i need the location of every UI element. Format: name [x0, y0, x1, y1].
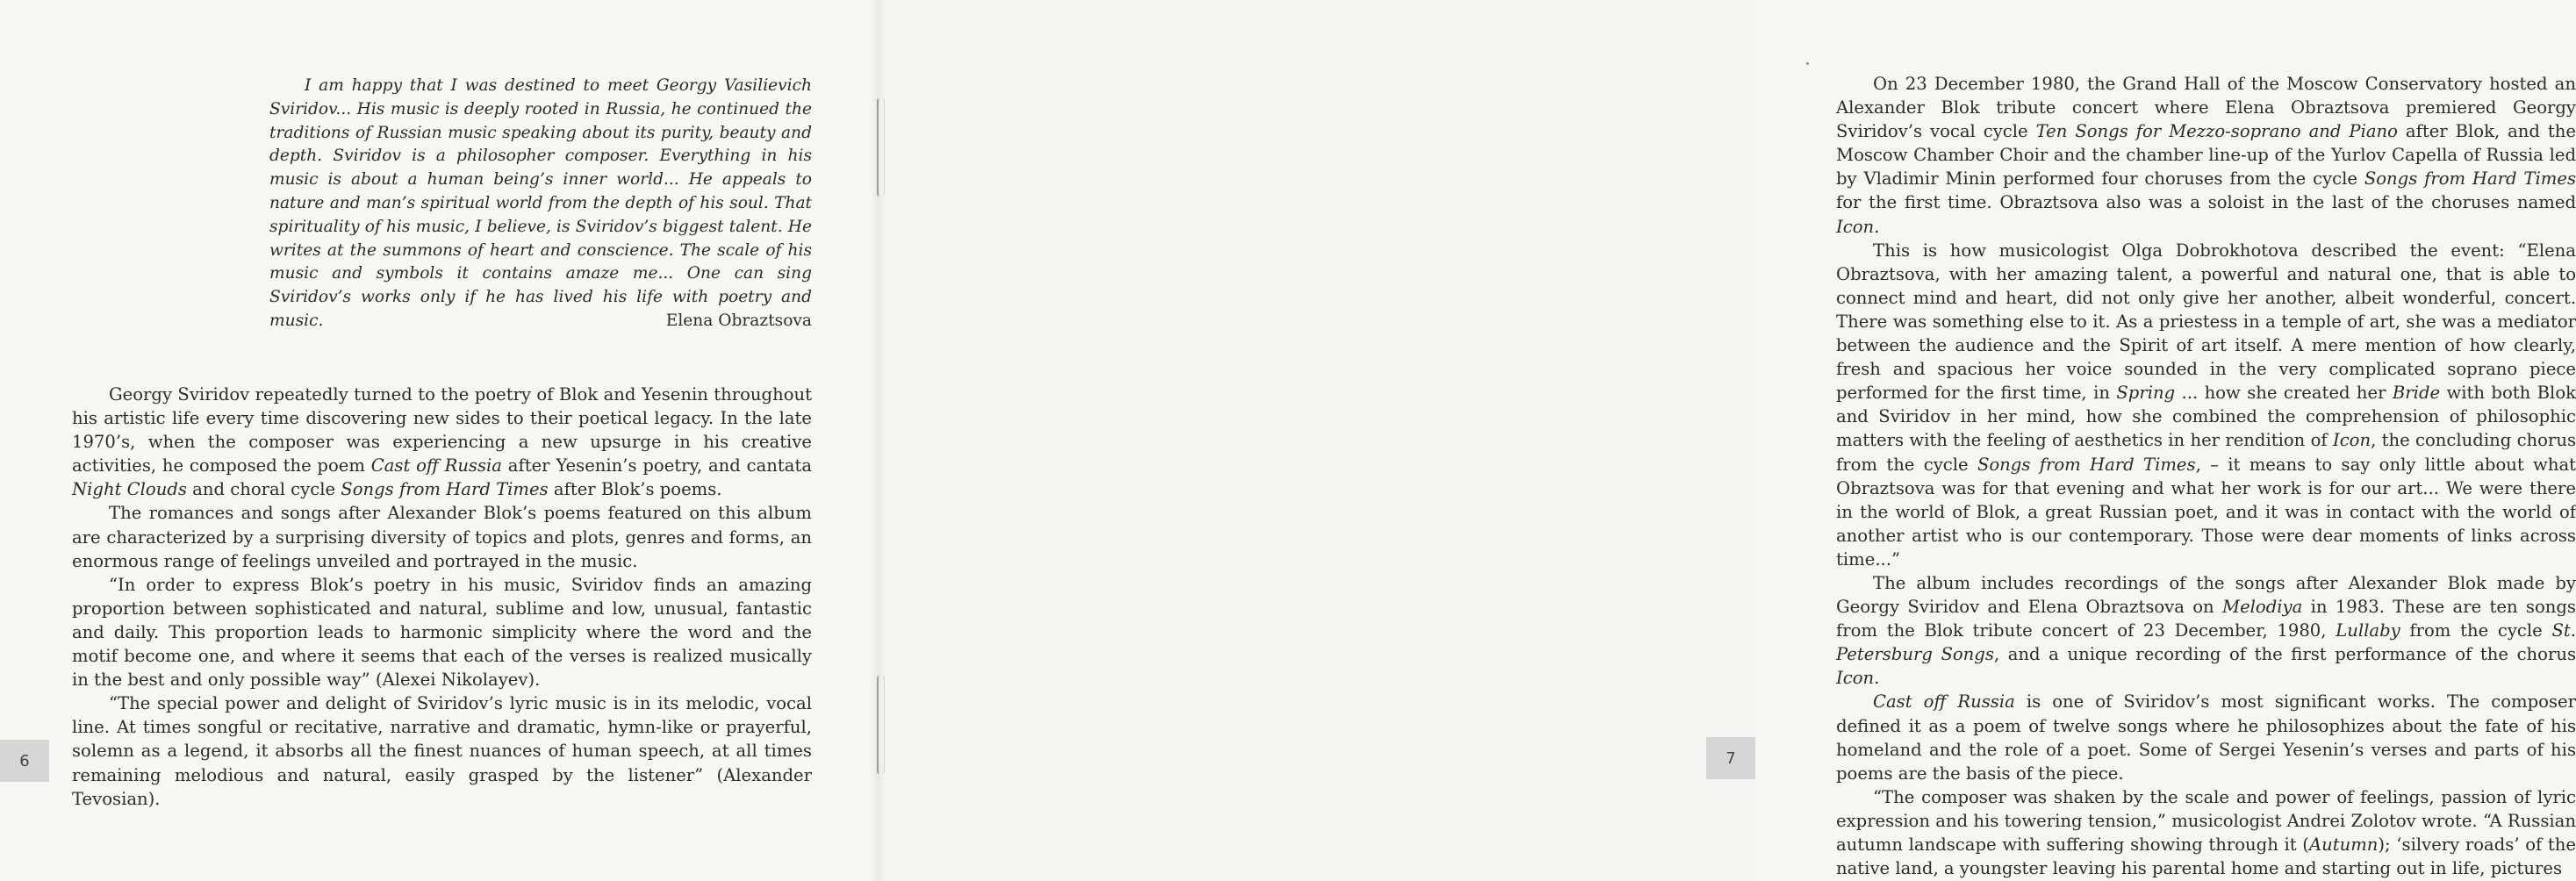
paragraph: This is how musicologist Olga Dobrokhotova described the event: “Elena Obraztsova, with her amazing talent, a powerful and natural one, that is able to connect mind and heart, did not only give her another, albeit wonderful, concert. There was something else to it. As a priestess in a temple of art, she was a mediator between the audience and the Spirit of art itself. A mere mention of how clearly, fresh and spacious her voice sounded in the very complicated soprano piece performed for the first time, in Spring ... how she created her Bride with both Blok and Sviridov in her mind, how she combined the comprehension of philosophic matters with the feeling of aesthetics in her rendition of Icon, the concluding chorus from the cycle Songs from Hard Times, – it means to say only little about what Obraztsova was for that evening and what her work is for our art... We were there in the world of Blok, a great Russian poet, and it was in contact with the world of another artist who is our contemporary. Those were dear moments of links across time...”: [1836, 240, 2576, 569]
paragraph: Cast off Russia is one of Sviridov’s most significant works. The composer defined it as a poem of twelve songs where he philosophizes about the fate of his homeland and the role of a poet. Some of Sergei Yesenin’s verses and parts of his poems are the basis of the piece.: [1836, 691, 2576, 784]
paragraph: “The composer was shaken by the scale and power of feelings, passion of lyric expression and his towering tension,” musicologist Andrei Zolotov wrote. “A Russian autumn landscape with suffering showing through it (Autumn); ‘silvery roads’ of the native land, a youngster leaving his parental home and starting out in life, pictures: [1836, 786, 2576, 879]
paragraph: “In order to express Blok’s poetry in his music, Sviridov finds an amazing proportion between sophisticated and natural, sublime and low, unusual, fantastic and daily. This proportion leads to harmonic simplicity where the word and the motif become one, and where it seems that each of the verses is realized musically in the best and only possible way” (Alexei Nikolayev).: [72, 574, 812, 691]
paragraph: “The special power and delight of Sviridov’s lyric music is in its melodic, vocal line. At times songful or recitative, narrative and dramatic, hymn-like or prayerful, solemn as a legend, it absorbs all the finest nuances of human speech, at all times remaining melodious and natural, easily grasped by the listener” (Alexander Tevosian).: [72, 693, 812, 809]
paragraph: The romances and songs after Alexander Blok’s poems featured on this album are characterized by a surprising diversity of topics and plots, genres and forms, an enormous range of feelings unveiled and portrayed in the music.: [72, 503, 812, 571]
paragraph: The album includes recordings of the songs after Alexander Blok made by Georgy Sviridov and Elena Obraztsova on Melodiya in 1983. These are ten songs from the Blok tribute concert of 23 December, 1980, Lullaby from the cycle St. Petersburg Songs, and a unique recording of the first performance of the chorus Icon.: [1836, 572, 2576, 689]
quote-text: I am happy that I was destined to meet Georgy Vasilievich Sviridov... His music is deeply rooted in Russia, he continued the traditions of Russian music speaking about its purity, beauty and depth. Sviridov is a philosopher composer. Everything in his music is about a human being’s inner world... He appeals to nature and man’s spiritual world from the depth of his soul. That spirituality of his music, I believe, is Sviridov’s biggest talent. He writes at the summons of heart and conscience. The scale of his music and symbols it contains amaze me... One can sing Sviridov’s works only if he has lived his life with poetry and music.: [269, 76, 812, 330]
right-body-text: [1836, 72, 2576, 880]
page-number-left: 6: [0, 740, 49, 782]
paragraph: On 23 December 1980, the Grand Hall of the Moscow Conservatory hosted an Alexander Blok tribute concert where Elena Obraztsova premiered Georgy Sviridov’s vocal cycle Ten Songs for Mezzo-soprano and Piano after Blok, and the Moscow Chamber Choir and the chamber line-up of the Yurlov Capella of Russia led by Vladimir Minin performed four choruses from the cycle Songs from Hard Times for the first time. Obraztsova also was a soloist in the last of the choruses named Icon.: [1836, 74, 2576, 237]
left-body-text: [72, 383, 812, 811]
paragraph: Georgy Sviridov repeatedly turned to the poetry of Blok and Yesenin throughout his artistic life every time discovering new sides to their poetical legacy. In the late 1970’s, when the composer was experiencing a new upsurge in his creative activities, he composed the poem Cast off Russia after Yesenin’s poetry, and cantata Night Clouds and choral cycle Songs from Hard Times after Blok’s poems.: [72, 384, 813, 500]
right-page: [878, 0, 2576, 881]
staple-bottom: [877, 676, 885, 774]
quote-author: Elena Obraztsova: [665, 312, 812, 330]
epigraph-quote: [269, 75, 812, 333]
print-speck: [1806, 62, 1809, 65]
page-number-right: 7: [1706, 737, 1755, 779]
staple-top: [877, 98, 885, 197]
left-page: [0, 0, 878, 881]
